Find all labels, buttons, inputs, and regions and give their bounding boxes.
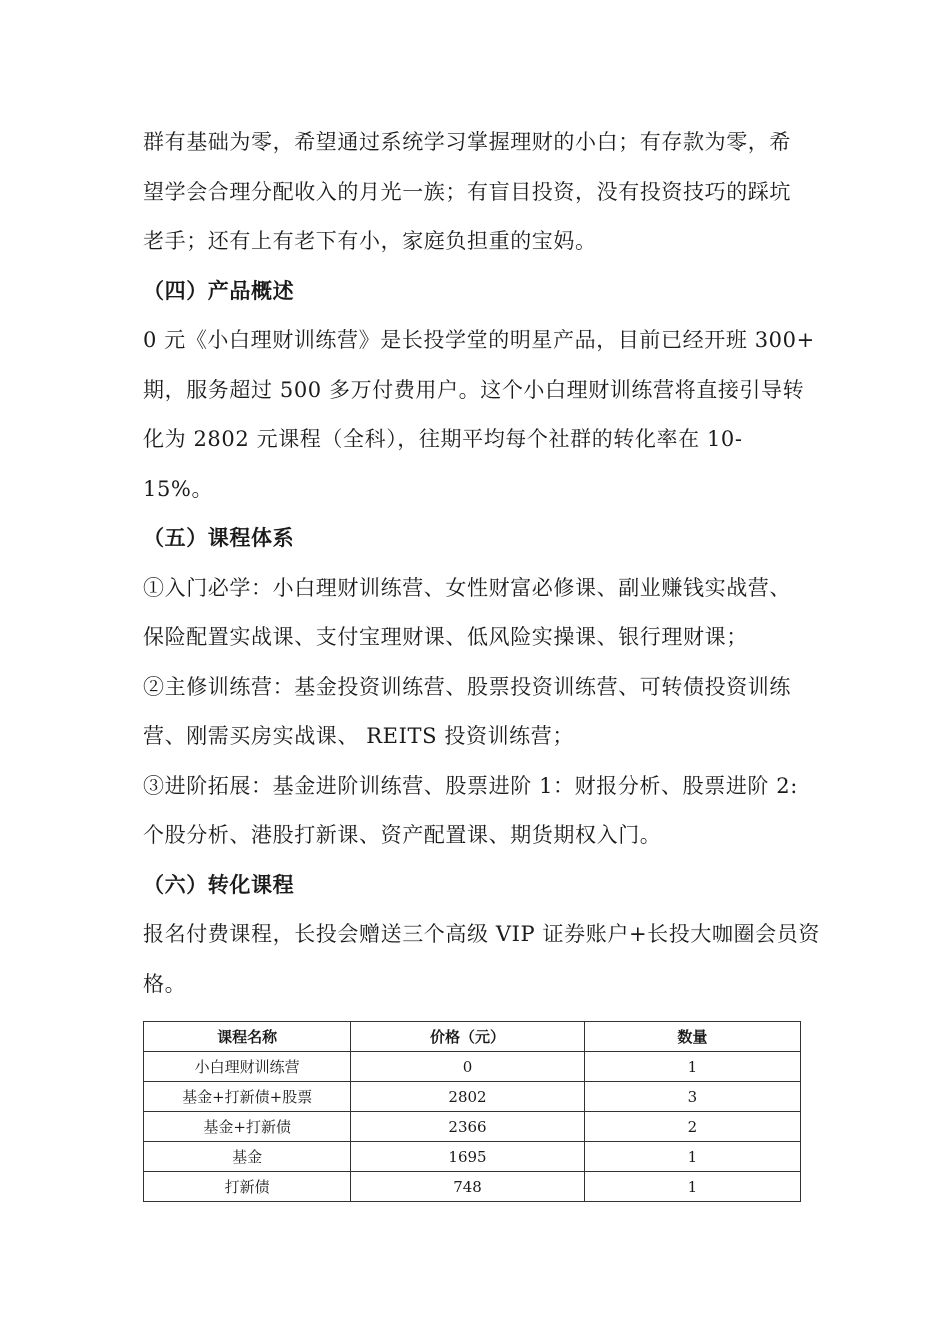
column-header-course-name: 课程名称 xyxy=(144,1022,351,1052)
cell-price: 2366 xyxy=(351,1112,584,1142)
column-header-price: 价格（元） xyxy=(351,1022,584,1052)
text-line: 望学会合理分配收入的月光一族；有盲目投资，没有投资技巧的踩坑 xyxy=(143,179,791,204)
table-row xyxy=(144,1082,801,1112)
intro-paragraph xyxy=(143,118,803,267)
text-line: 个股分析、港股打新课、资产配置课、期货期权入门。 xyxy=(143,823,662,847)
table-row xyxy=(144,1112,801,1142)
section-heading-course-system: （五）课程体系 xyxy=(143,526,295,550)
cell-price: 0 xyxy=(351,1052,584,1082)
table-row xyxy=(144,1172,801,1202)
cell-quantity: 1 xyxy=(584,1052,800,1082)
cell-course-name: 基金+打新债+股票 xyxy=(144,1082,351,1112)
cell-quantity: 1 xyxy=(584,1142,800,1172)
cell-course-name: 小白理财训练营 xyxy=(144,1052,351,1082)
cell-quantity: 2 xyxy=(584,1112,800,1142)
cell-course-name: 打新债 xyxy=(144,1172,351,1202)
conversion-courses-paragraph xyxy=(143,910,820,1009)
cell-price: 748 xyxy=(351,1172,584,1202)
cell-price: 1695 xyxy=(351,1142,584,1172)
text-line: 格。 xyxy=(143,971,187,996)
text-line: 保险配置实战课、支付宝理财课、低风险实操课、银行理财课； xyxy=(143,625,748,649)
column-header-quantity: 数量 xyxy=(584,1022,800,1052)
text-line: 化为 2802 元课程（全科），往期平均每个社群的转化率在 10- xyxy=(143,427,743,451)
text-line: 期，服务超过 500 多万付费用户。这个小白理财训练营将直接引导转 xyxy=(143,377,805,402)
text-line: ③进阶拓展：基金进阶训练营、股票进阶 1：财报分析、股票进阶 2: xyxy=(143,773,798,798)
section-heading-product-overview: （四）产品概述 xyxy=(143,278,295,303)
text-line: 15%。 xyxy=(143,476,214,501)
cell-course-name: 基金 xyxy=(144,1142,351,1172)
section-heading-conversion-courses: （六）转化课程 xyxy=(143,872,295,897)
table-row xyxy=(144,1052,801,1082)
table-row xyxy=(144,1142,801,1172)
cell-quantity: 3 xyxy=(584,1082,800,1112)
product-overview-paragraph xyxy=(143,316,815,514)
text-line: ①入门必学：小白理财训练营、女性财富必修课、副业赚钱实战营、 xyxy=(143,575,791,600)
cell-quantity: 1 xyxy=(584,1172,800,1202)
text-line: 老手；还有上有老下有小，家庭负担重的宝妈。 xyxy=(143,229,597,253)
course-system-paragraph xyxy=(143,564,803,861)
text-line: 群有基础为零，希望通过系统学习掌握理财的小白；有存款为零，希 xyxy=(143,130,791,154)
course-price-table xyxy=(143,1021,801,1202)
table-header-row xyxy=(144,1022,801,1052)
text-line: 营、刚需买房实战课、 REITS 投资训练营； xyxy=(143,724,574,748)
cell-course-name: 基金+打新债 xyxy=(144,1112,351,1142)
text-line: 0 元《小白理财训练营》是长投学堂的明星产品，目前已经开班 300+ xyxy=(143,328,815,352)
cell-price: 2802 xyxy=(351,1082,584,1112)
document-body xyxy=(143,118,820,1009)
text-line: 报名付费课程，长投会赠送三个高级 VIP 证券账户+长投大咖圈会员资 xyxy=(143,922,820,946)
text-line: ②主修训练营：基金投资训练营、股票投资训练营、可转债投资训练 xyxy=(143,674,791,699)
